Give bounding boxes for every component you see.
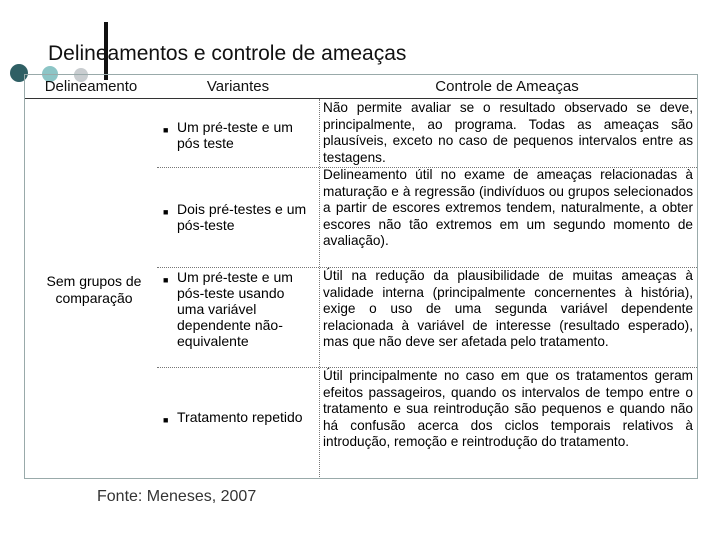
variant-text: Dois pré-testes e um pós-teste <box>177 201 307 233</box>
delineamento-cell: Sem grupos de comparação <box>46 273 142 306</box>
variant-text: Um pré-teste e um pós-teste usando uma variável dependente não-equivalente <box>177 269 293 349</box>
slide-title: Delineamentos e controle de ameaças <box>48 42 407 65</box>
variant-row-1 <box>163 119 313 151</box>
variant-text: Tratamento repetido <box>177 409 303 425</box>
source-citation: Fonte: Meneses, 2007 <box>97 488 257 505</box>
column-divider <box>319 99 320 479</box>
control-text-row-1: Não permite avaliar se o resultado observado se deve, principalmente, ao programa. Todas as ameaças são plausíveis, exceto no caso de pequenos intervalos entre as testagens. <box>323 100 693 165</box>
variant-row-4 <box>163 409 313 428</box>
header-divider <box>25 98 697 99</box>
variant-text: Um pré-teste e um pós teste <box>177 119 293 151</box>
control-text-row-2: Delineamento útil no exame de ameaças relacionadas à maturação e à regressão (indivíduos ou grupos selecionados a partir de escores extremos tendem, naturalmente, a obter escores não tão extremos em um segundo momento de avaliação). <box>323 167 693 248</box>
square-bullet-icon: ■ <box>163 125 169 135</box>
square-bullet-icon: ■ <box>163 415 169 425</box>
control-text-row-3: Útil na redução da plausibilidade de muitas ameaças à validade interna (principalmente concernentes à história), exige o uso de uma segunda variável dependente relacionada à variável de interesse (resultado esperado), mas que não deve ser afetada pelo tratamento. <box>323 268 693 349</box>
square-bullet-icon: ■ <box>163 207 169 217</box>
variant-row-3 <box>163 269 313 349</box>
control-text-row-4: Útil principalmente no caso em que os tratamentos geram efeitos passageiros, quando os intervalos de tempo entre o tratamento e sua reintrodução são pequenos e quando não há confusão acerca dos ciclos temporais relativos à introdução, remoção e reintrodução do tratamento. <box>323 368 693 449</box>
header-controle: Controle de Ameaças <box>435 78 579 95</box>
square-bullet-icon: ■ <box>163 275 169 285</box>
variant-row-2 <box>163 201 313 233</box>
design-table <box>24 74 698 479</box>
header-delineamento: Delineamento <box>44 78 138 95</box>
header-variantes: Variantes <box>206 78 270 95</box>
